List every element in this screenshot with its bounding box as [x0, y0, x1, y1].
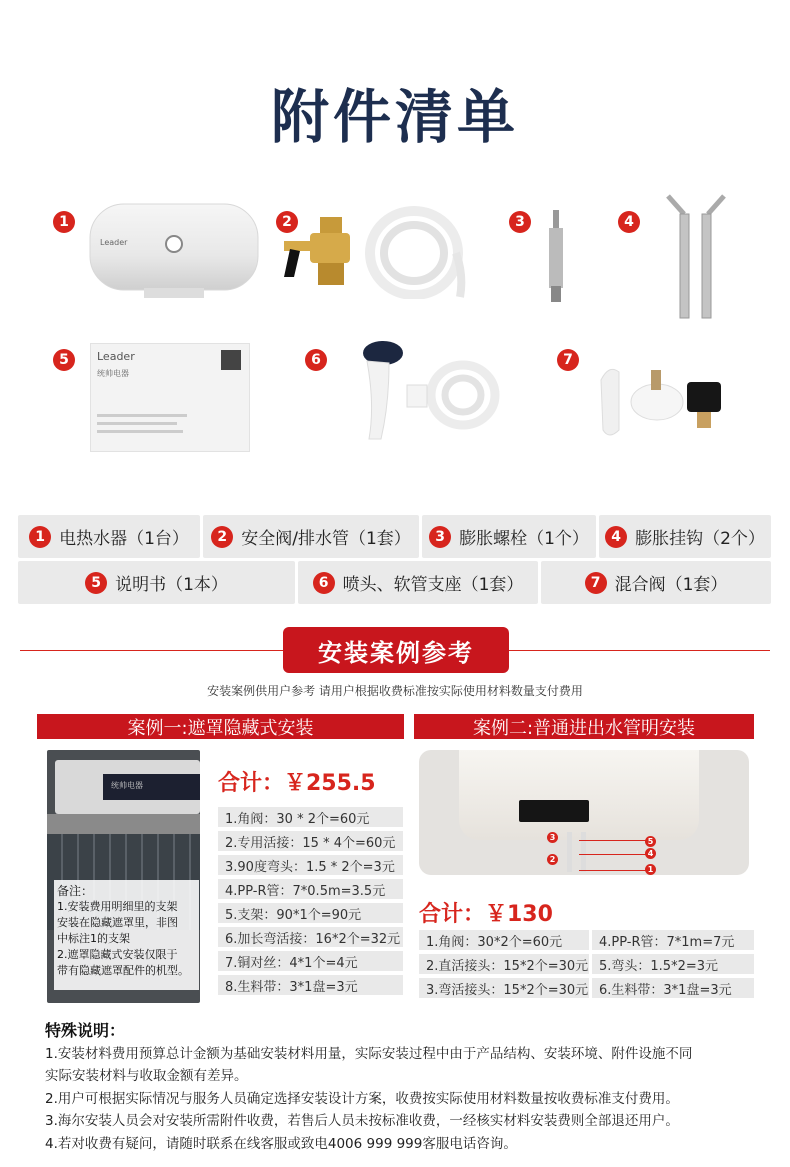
legend-label: 混合阀（1套）	[614, 575, 728, 595]
section-subtitle: 安装案例供用户参考 请用户根据收费标准按实际使用材料数量支付费用	[207, 684, 583, 698]
legend-item-2	[203, 515, 419, 558]
shower-head-image	[345, 335, 500, 445]
case1-item: 3.90度弯头：1.5 * 2个=3元	[218, 855, 403, 875]
legend-item-1	[18, 515, 200, 558]
special-notes	[45, 1020, 765, 1155]
legend-badge: 3	[429, 526, 451, 548]
case1-note-line: 带有隐藏遮罩配件的机型。	[57, 964, 189, 977]
water-heater-image	[86, 200, 262, 300]
case1-item: 7.铜对丝：4*1个=4元	[218, 951, 403, 971]
case2-item: 2.直活接头：15*2个=30元	[419, 954, 589, 974]
qr-code-icon	[221, 350, 241, 370]
notes-line: 1.安装材料费用预算总计金额为基础安装材料用量，实际安装过程中由于产品结构、安装环境、附件设施不同	[45, 1045, 693, 1062]
notes-line: 3.海尔安装人员会对安装所需附件收费，若售后人员未按标准收费，一经核实材料安装费则全部退还用户。	[45, 1113, 679, 1129]
case1-note-line: 2.遮罩隐藏式安装仅限于	[57, 948, 178, 961]
badge-6: 6	[305, 349, 327, 371]
expansion-hook-image	[664, 192, 728, 320]
case1-note-line: 1.安装费用明细里的支架	[57, 900, 178, 913]
badge-5: 5	[53, 349, 75, 371]
legend-label: 喷头、软管支座（1套）	[342, 575, 524, 595]
heater-brand: Leader	[100, 238, 128, 247]
case1-note	[54, 880, 199, 990]
mixing-valve-image	[595, 360, 735, 440]
case1-item: 2.专用活接：15 * 4个=60元	[218, 831, 403, 851]
case2-total: 合计：￥130	[419, 902, 553, 927]
legend-label: 说明书（1本）	[115, 575, 228, 595]
case1-item: 5.支架：90*1个=90元	[218, 903, 403, 923]
legend-item-5	[18, 561, 295, 604]
legend-badge: 1	[29, 526, 51, 548]
legend-label: 膨胀挂钩（2个）	[635, 529, 765, 549]
legend-badge: 7	[585, 572, 607, 594]
case1-item: 6.加长弯活接：16*2个=32元	[218, 927, 403, 947]
page-title: 附件清单	[270, 83, 519, 151]
case1-title: 案例一:遮罩隐藏式安装	[37, 714, 404, 739]
badge-4: 4	[618, 211, 640, 233]
legend-badge: 2	[211, 526, 233, 548]
notes-line: 4.若对收费有疑问，请随时联系在线客服或致电4006 999 999客服电话咨询。	[45, 1135, 517, 1152]
marker-3: 3	[547, 832, 558, 843]
notes-line: 实际安装材料与收取金额有差异。	[45, 1068, 248, 1084]
notes-head: 特殊说明：	[45, 1021, 126, 1040]
case1-note-line: 安装在隐藏遮罩里，非图	[57, 916, 178, 929]
safety-valve-image	[280, 215, 360, 290]
legend-badge: 4	[605, 526, 627, 548]
case1-note-head: 备注：	[57, 884, 94, 898]
legend-item-3	[422, 515, 596, 558]
legend-item-6	[298, 561, 538, 604]
section-title: 安装案例参考	[283, 627, 509, 673]
marker-5: 5	[645, 836, 656, 847]
marker-4: 4	[645, 848, 656, 859]
case1-screen-text: 统帅电器	[111, 781, 143, 790]
legend-badge: 5	[85, 572, 107, 594]
case2-item: 1.角阀：30*2个=60元	[419, 930, 589, 950]
legend-item-7	[541, 561, 771, 604]
case1-note-line: 中标注1的支架	[57, 932, 130, 945]
drain-hose-image	[364, 205, 470, 299]
case1-total: 合计：￥255.5	[218, 771, 376, 796]
case1-item: 4.PP-R管：7*0.5m=3.5元	[218, 879, 403, 899]
badge-3: 3	[509, 211, 531, 233]
legend-badge: 6	[313, 572, 335, 594]
legend-item-4	[599, 515, 771, 558]
manual-subtitle: 统帅电器	[97, 369, 129, 378]
marker-1: 1	[645, 864, 656, 875]
legend-label: 安全阀/排水管（1套）	[241, 529, 411, 549]
case2-title: 案例二:普通进出水管明安装	[414, 714, 754, 739]
badge-1: 1	[53, 211, 75, 233]
manual-image	[90, 343, 250, 452]
case2-item: 5.弯头：1.5*2=3元	[592, 954, 754, 974]
badge-7: 7	[557, 349, 579, 371]
expansion-bolt-image	[545, 210, 567, 302]
badge-2: 2	[276, 211, 298, 233]
marker-2: 2	[547, 854, 558, 865]
case2-item: 4.PP-R管：7*1m=7元	[592, 930, 754, 950]
legend-label: 电热水器（1台）	[59, 529, 189, 549]
case2-photo	[419, 750, 749, 875]
case2-item: 3.弯活接头：15*2个=30元	[419, 978, 589, 998]
case2-item: 6.生料带：3*1盘=3元	[592, 978, 754, 998]
legend-label: 膨胀螺栓（1个）	[459, 529, 589, 549]
notes-line: 2.用户可根据实际情况与服务人员确定选择安装设计方案，收费按实际使用材料数量按收费标准支付费用。	[45, 1090, 679, 1107]
case1-item: 8.生料带：3*1盘=3元	[218, 975, 403, 995]
manual-brand: Leader	[97, 350, 135, 363]
case1-item: 1.角阀：30 * 2个=60元	[218, 807, 403, 827]
